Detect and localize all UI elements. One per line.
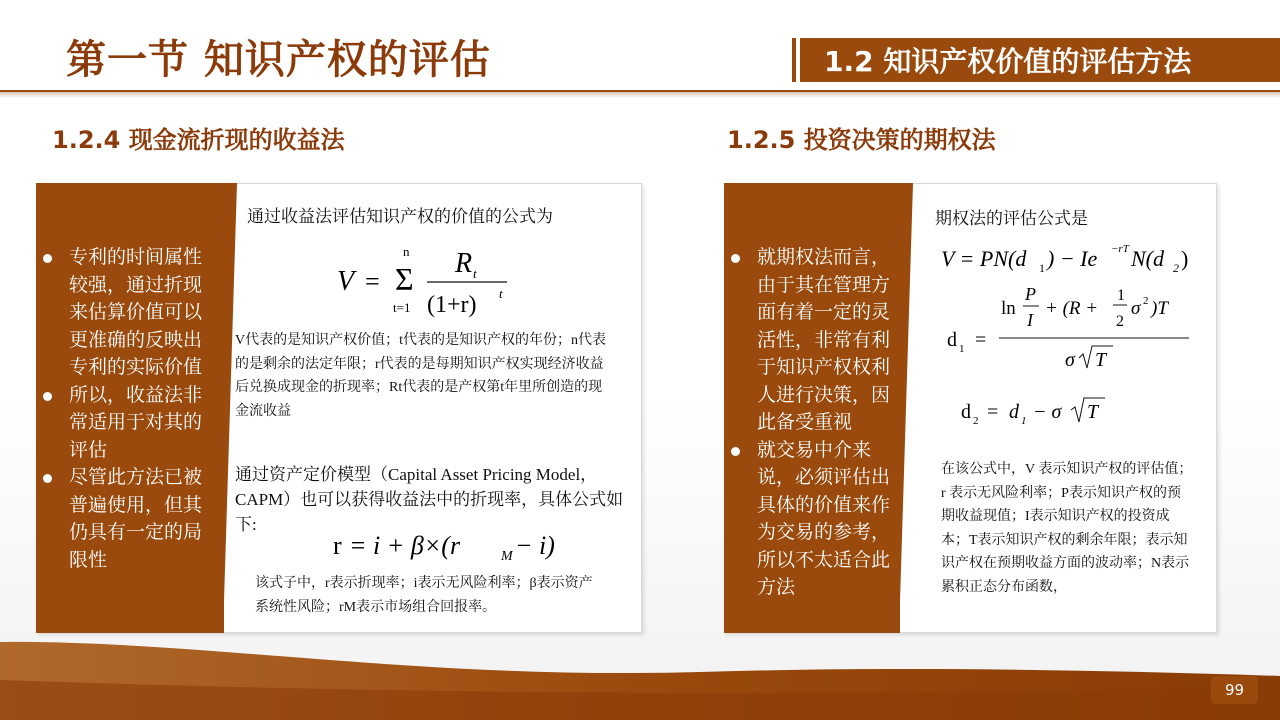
d1-p: P (1025, 284, 1036, 304)
right-section-heading: 1.2.5 投资决策的期权法 (727, 126, 996, 154)
option-formula (941, 240, 1211, 280)
d1-two: 2 (1116, 313, 1124, 330)
left-intro: 通过收益法评估知识产权的价值的公式为 (247, 207, 553, 227)
d2-lhs-sub: 2 (973, 415, 979, 427)
d2-lhs: d (961, 401, 971, 423)
formula-num-sub: t (473, 266, 477, 281)
chapter-title: 1.2 知识产权价值的评估方法 (800, 38, 1280, 82)
option-part4: ) (1181, 246, 1189, 271)
d1-i: I (1027, 310, 1033, 330)
option-sup: −rT (1111, 243, 1129, 255)
d1-two-sup: 2 (1143, 295, 1149, 307)
left-panel (36, 183, 642, 633)
capm-rhs: = i + β×(r (349, 531, 461, 560)
formula-sum-top: n (403, 244, 410, 259)
page-number: 99 (1211, 676, 1258, 704)
d1-ln: ln (1001, 298, 1016, 319)
chapter-tick (792, 38, 796, 82)
npv-formula (327, 240, 527, 330)
capm-formula (333, 526, 573, 562)
d1-lhs: d (947, 329, 957, 351)
formula-den-sup: t (499, 286, 503, 301)
right-panel (724, 183, 1217, 633)
formula-eq: = (365, 267, 380, 296)
formula-sum-bottom: t=1 (393, 300, 411, 315)
list-item: 所以，收益法非常适用于对其的评估 (37, 382, 217, 465)
list-item: 尽管此方法已被普遍使用，但其仍具有一定的局限性 (37, 464, 217, 574)
d1-formula (945, 280, 1195, 372)
d1-den-t: T (1095, 349, 1107, 371)
formula-denominator: (1+r) (427, 292, 477, 318)
formula-v: V (337, 266, 355, 297)
header-shadow (0, 92, 1280, 98)
d2-rest: − σ (1033, 401, 1062, 423)
d1-one: 1 (1117, 287, 1125, 304)
right-band-edge (899, 183, 939, 633)
right-bullet-list (725, 244, 897, 602)
d2-d: d (1009, 401, 1019, 423)
d2-formula (961, 392, 1141, 428)
d1-t: )T (1151, 298, 1168, 319)
list-item: 就交易中介来说，必须评估出具体的价值来作为交易的参考，所以不太适合此方法 (725, 437, 897, 602)
list-item: 专利的时间属性较强，通过折现来估算价值可以更准确的反映出专利的实际价值 (37, 244, 217, 382)
right-explain: 在该公式中，V 表示知识产权的评估值；r 表示无风险利率；P表示知识产权的预期收益现值；I表示知识产权的投资成本；T表示知识产权的剩余年限；表示知识产权在预期收益方面的波动率；N表示累积正态分布函数， (941, 462, 1193, 595)
option-part1: V = PN(d (941, 246, 1027, 271)
sigma-icon: Σ (395, 261, 414, 297)
capm-lhs: r (333, 531, 342, 560)
d1-sigma: σ (1131, 298, 1141, 319)
d1-lhs-sub: 1 (959, 343, 965, 355)
formula-numerator: R (455, 248, 473, 279)
option-part3: N(d (1131, 246, 1164, 271)
left-section-heading: 1.2.4 现金流折现的收益法 (52, 126, 345, 154)
d2-eq: = (987, 401, 999, 423)
d2-t: T (1087, 401, 1099, 423)
bottom-wave-decoration (0, 620, 1280, 720)
page-title: 第一节 知识产权的评估 (66, 37, 491, 83)
option-part2: ) − Ie (1047, 246, 1098, 271)
d1-plus: + (R + (1045, 298, 1099, 319)
capm-sub: M (501, 549, 513, 562)
option-sub2: 2 (1173, 261, 1179, 275)
left-explain: V代表的是知识产权价值；t代表的是知识产权的年份；n代表的是剩余的法定年限；r代表的是每期知识产权实现经济收益后兑换成现金的折现率；Rt代表的是产权第t年里所创造的现金流收益 (235, 333, 606, 419)
option-sub1: 1 (1039, 261, 1045, 275)
capm-tail: − i) (515, 531, 555, 560)
d1-den-sigma: σ (1065, 349, 1075, 371)
d1-eq: = (975, 329, 987, 351)
list-item: 就期权法而言，由于其在管理方面有着一定的灵活性，非常有利于知识产权权利人进行决策，因此备受重视 (725, 244, 897, 437)
capm-explain: 该式子中，r表示折现率；i表示无风险利率；β表示资产系统性风险；rM表示市场组合回报率。 (255, 576, 593, 615)
left-bullet-list (37, 244, 217, 574)
capm-text: 通过资产定价模型（Capital Asset Pricing Model，CAPM）也可以获得收益法中的折现率，具体公式如下: (235, 465, 624, 534)
d2-d-sub: 1 (1021, 415, 1027, 427)
right-intro: 期权法的评估公式是 (935, 209, 1088, 229)
